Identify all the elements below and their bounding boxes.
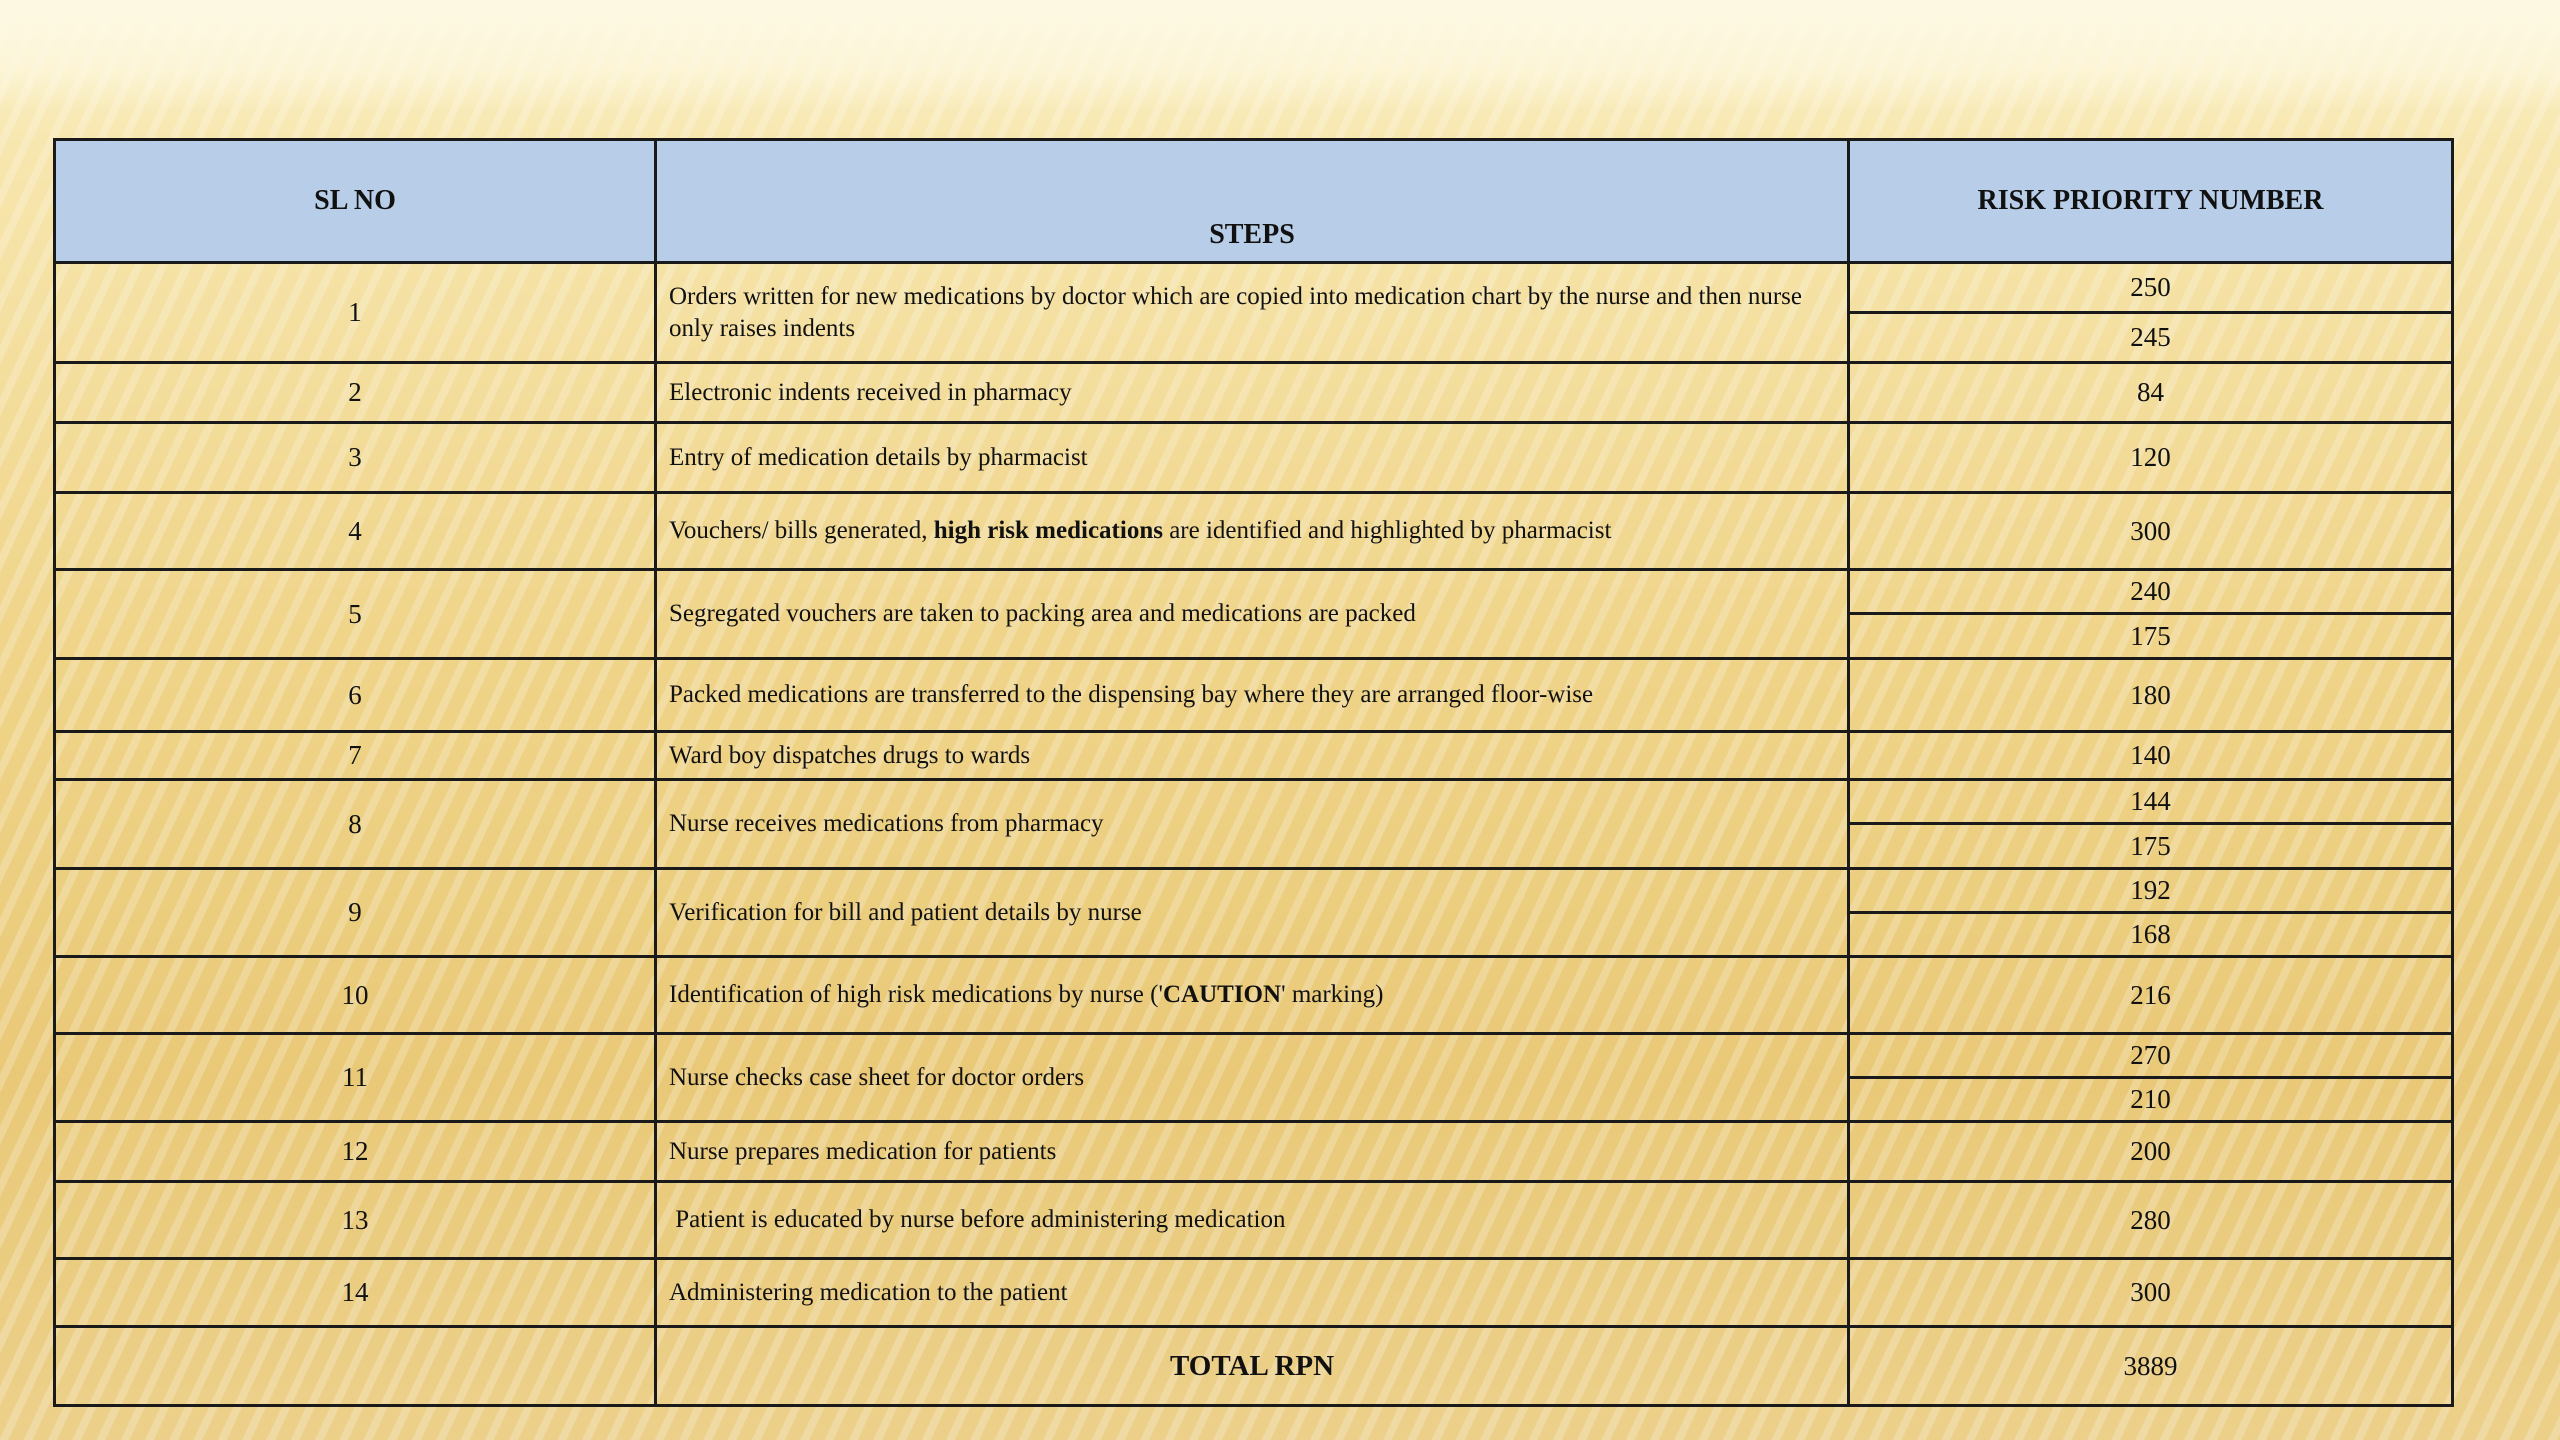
sl-no-cell: 13 — [55, 1182, 656, 1259]
table-row — [55, 263, 2453, 313]
rpn-value: 280 — [1849, 1182, 2453, 1259]
total-row — [55, 1327, 2453, 1406]
sl-no-cell: 3 — [55, 423, 656, 493]
sl-no-cell: 6 — [55, 659, 656, 732]
sl-no-cell: 7 — [55, 732, 656, 780]
rpn-value: 144 — [1849, 780, 2453, 824]
rpn-value: 250 — [1849, 263, 2453, 313]
rpn-value: 245 — [1849, 313, 2453, 363]
sl-no-cell: 2 — [55, 363, 656, 423]
step-cell: Administering medication to the patient — [656, 1259, 1849, 1327]
rpn-value: 216 — [1849, 957, 2453, 1034]
step-text: Vouchers/ bills generated, — [669, 517, 934, 545]
rpn-value: 300 — [1849, 1259, 2453, 1327]
rpn-value: 180 — [1849, 659, 2453, 732]
sl-no-cell: 4 — [55, 493, 656, 570]
step-text-bold: high risk medications — [933, 517, 1163, 545]
step-cell: Verification for bill and patient details by nurse — [656, 869, 1849, 957]
step-text: ' marking) — [1281, 981, 1384, 1009]
rpn-value: 140 — [1849, 732, 2453, 780]
total-label: TOTAL RPN — [656, 1327, 1849, 1406]
rpn-value: 84 — [1849, 363, 2453, 423]
rpn-value: 210 — [1849, 1078, 2453, 1122]
sl-no-cell: 12 — [55, 1122, 656, 1182]
step-cell — [656, 493, 1849, 570]
rpn-value: 300 — [1849, 493, 2453, 570]
step-cell: Orders written for new medications by doctor which are copied into medication chart by the nurse and then nurse only raises indents — [656, 263, 1849, 363]
rpn-value: 168 — [1849, 913, 2453, 957]
table-row — [55, 1182, 2453, 1259]
sl-no-cell: 11 — [55, 1034, 656, 1122]
step-cell: Segregated vouchers are taken to packing area and medications are packed — [656, 570, 1849, 659]
step-cell: Nurse checks case sheet for doctor orders — [656, 1034, 1849, 1122]
table-row — [55, 1034, 2453, 1078]
step-cell — [656, 957, 1849, 1034]
step-text: are identified and highlighted by pharmacist — [1162, 517, 1612, 545]
table-row — [55, 659, 2453, 732]
sl-no-cell: 10 — [55, 957, 656, 1034]
table-row — [55, 570, 2453, 614]
background-glow — [0, 0, 2560, 110]
table-row — [55, 363, 2453, 423]
rpn-value: 192 — [1849, 869, 2453, 913]
header-steps: STEPS — [656, 140, 1849, 263]
rpn-value: 120 — [1849, 423, 2453, 493]
table-row — [55, 493, 2453, 570]
sl-no-cell: 1 — [55, 263, 656, 363]
sl-no-cell: 9 — [55, 869, 656, 957]
step-cell: Nurse receives medications from pharmacy — [656, 780, 1849, 869]
table-row — [55, 1259, 2453, 1327]
sl-no-cell: 14 — [55, 1259, 656, 1327]
table-row — [55, 869, 2453, 913]
table-row — [55, 423, 2453, 493]
step-cell: Ward boy dispatches drugs to wards — [656, 732, 1849, 780]
step-cell: Electronic indents received in pharmacy — [656, 363, 1849, 423]
step-text: Identification of high risk medications by nurse (' — [669, 981, 1163, 1009]
step-cell: Entry of medication details by pharmacist — [656, 423, 1849, 493]
rpn-value: 240 — [1849, 570, 2453, 614]
sl-no-cell: 8 — [55, 780, 656, 869]
rpn-value: 175 — [1849, 614, 2453, 659]
step-cell: Nurse prepares medication for patients — [656, 1122, 1849, 1182]
step-cell: Packed medications are transferred to the dispensing bay where they are arranged floor-wise — [656, 659, 1849, 732]
total-value: 3889 — [1849, 1327, 2453, 1406]
table-row — [55, 957, 2453, 1034]
total-empty-cell — [55, 1327, 656, 1406]
rpn-value: 175 — [1849, 824, 2453, 869]
rpn-value: 270 — [1849, 1034, 2453, 1078]
table-row — [55, 780, 2453, 824]
table-row — [55, 732, 2453, 780]
header-rpn: RISK PRIORITY NUMBER — [1849, 140, 2453, 263]
step-cell: Patient is educated by nurse before administering medication — [656, 1182, 1849, 1259]
sl-no-cell: 5 — [55, 570, 656, 659]
table-header-row — [55, 140, 2453, 263]
table-row — [55, 1122, 2453, 1182]
step-text-bold: CAUTION — [1162, 981, 1282, 1009]
header-sl-no: SL NO — [55, 140, 656, 263]
rpn-value: 200 — [1849, 1122, 2453, 1182]
risk-priority-table — [53, 138, 2454, 1407]
